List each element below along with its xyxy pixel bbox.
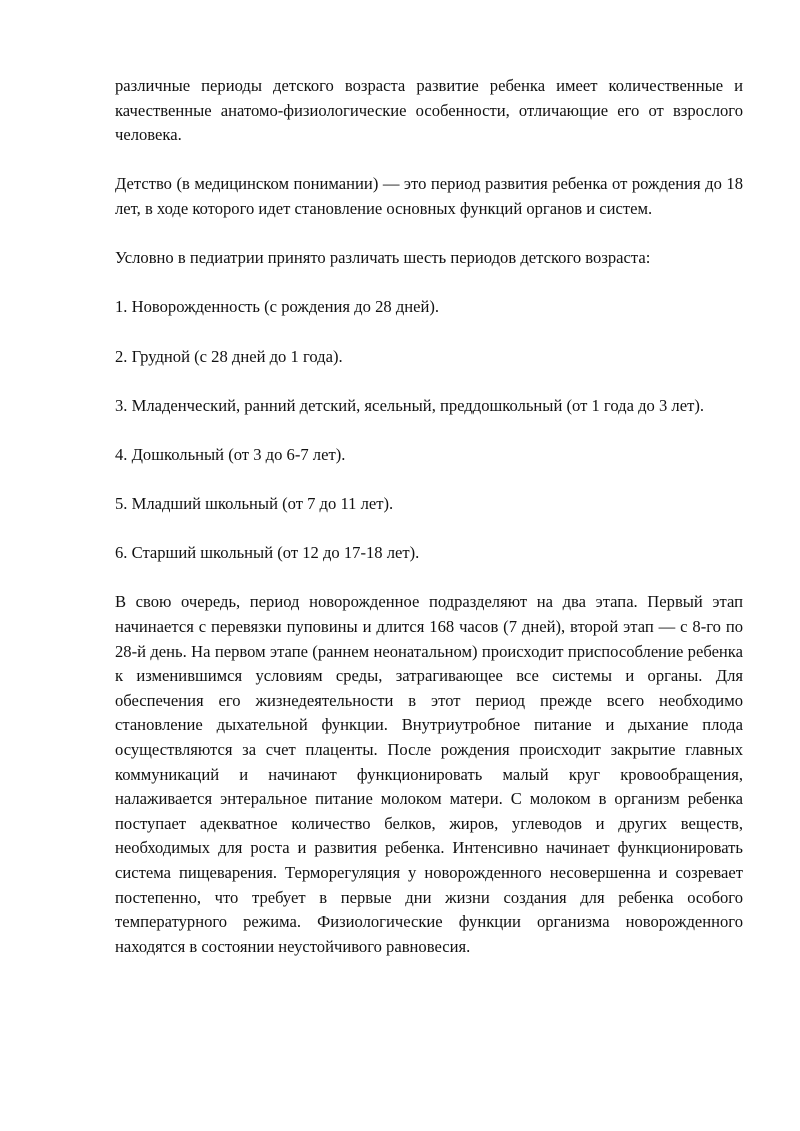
- period-item-infant: 2. Грудной (с 28 дней до 1 года).: [115, 346, 343, 366]
- period-item-early-childhood: 3. Младенческий, ранний детский, ясельный, преддошкольный (от 1 года до 3 лет).: [115, 395, 704, 415]
- period-item-newborn: 1. Новорожденность (с рождения до 28 дней).: [115, 297, 440, 317]
- document-page: [115, 74, 743, 959]
- period-item-junior-school: 5. Младший школьный (от 7 до 11 лет).: [115, 494, 394, 514]
- period-item-preschool: 4. Дошкольный (от 3 до 6-7 лет).: [115, 444, 346, 464]
- period-item-senior-school: 6. Старший школьный (от 12 до 17-18 лет).: [115, 543, 420, 563]
- periods-intro-paragraph: Условно в педиатрии принято различать шесть периодов детского возраста:: [115, 248, 651, 268]
- childhood-definition-paragraph: Детство (в медицинском понимании) — это период развития ребенка от рождения до 18 лет, в ходе которого идет становление основных функций органов и систем.: [115, 174, 743, 218]
- intro-paragraph: различные периоды детского возраста развитие ребенка имеет количественные и качественные анатомо-физиологические особенности, отличающие его от взрослого человека.: [115, 76, 743, 145]
- newborn-period-paragraph: В свою очередь, период новорожденное подразделяют на два этапа. Первый этап начинается с перевязки пуповины и длится 168 часов (7 дней), второй этап — с 8-го по 28-й день. На первом этапе (раннем неонатальном) происходит приспособление ребенка к изменившимся условиям среды, затрагивающее все системы и органы. Для обеспечения его жизнедеятельности в этот период прежде всего необходимо становление дыхательной функции. Внутриутробное питание и дыхание плода осуществляются за счет плаценты. После рождения происходит закрытие главных коммуникаций и начинают функционировать малый круг кровообращения, налаживается энтеральное питание молоком матери. С молоком в организм ребенка поступает адекватное количество белков, жиров, углеводов и других веществ, необходимых для роста и развития ребенка. Интенсивно начинает функционировать система пищеварения. Терморегуляция у новорожденного несовершенна и созревает постепенно, что требует в первые дни жизни создания для ребенка особого температурного режима. Физиологические функции организма новорожденного находятся в состоянии неустойчивого равновесия.: [115, 592, 743, 956]
